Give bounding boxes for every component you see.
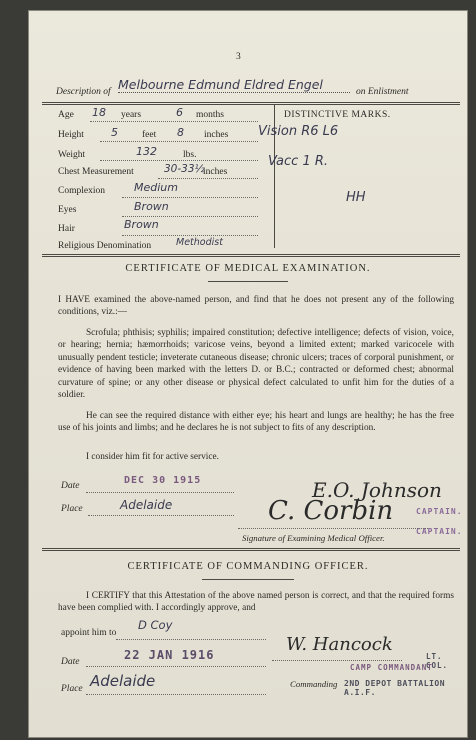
complexion-value: Medium <box>134 181 178 194</box>
medical-date-label: Date <box>61 481 80 491</box>
appointed-value: D Coy <box>138 618 173 632</box>
distinctive-mark-2: Vacc 1 R. <box>268 154 329 169</box>
months-label: months <box>196 110 224 120</box>
religion-label: Religious Denomination <box>58 241 152 251</box>
commanding-place-label: Place <box>61 684 83 694</box>
weight-label: Weight <box>58 150 86 160</box>
initials-mark: HH <box>346 190 366 205</box>
hair-label: Hair <box>58 224 75 234</box>
chest-label: Chest Measurement <box>58 167 134 177</box>
attestation-page <box>28 10 468 738</box>
lbs-label: lbs. <box>183 150 197 160</box>
medical-place-value: Adelaide <box>120 498 173 512</box>
commanding-date-label: Date <box>61 657 80 667</box>
medical-date-stamp: DEC 30 1915 <box>124 475 202 486</box>
medical-place-label: Place <box>61 504 83 514</box>
description-suffix: on Enlistment <box>356 87 409 97</box>
eyes-label: Eyes <box>58 205 77 215</box>
age-years: 18 <box>92 106 106 119</box>
age-months: 6 <box>176 106 183 119</box>
medical-officer-signature-1: E.O. Johnson <box>312 478 442 502</box>
page-number: 3 <box>236 52 241 62</box>
chest-inches-label: inches <box>203 167 228 177</box>
medical-fit-statement: I consider him fit for active service. <box>86 452 219 462</box>
chest-value: 30-33½ <box>164 163 205 175</box>
camp-commandant-stamp: CAMP COMMANDANT <box>350 663 433 672</box>
top-rule <box>42 102 460 105</box>
captain-stamp-2: CAPTAIN. <box>416 527 463 536</box>
religion-value: Methodist <box>176 237 223 248</box>
medical-fitness-text: He can see the required distance with either eye; his heart and lungs are healthy; he has the free use of his joints and limbs; and he declares he is not subject to fits of any description. <box>58 411 454 434</box>
height-label: Height <box>58 130 84 140</box>
feet-label: feet <box>142 130 157 140</box>
age-label: Age <box>58 110 74 120</box>
commanding-text: I CERTIFY that this Attestation of the above named person is correct, and that the required forms have been complied with. I accordingly approve, and <box>58 591 454 614</box>
commanding-date-stamp: 22 JAN 1916 <box>124 648 215 662</box>
commanding-officer-signature: W. Hancock <box>286 634 393 655</box>
complexion-label: Complexion <box>58 186 105 196</box>
description-label: Description of <box>56 87 111 97</box>
weight-value: 132 <box>136 145 157 158</box>
rule-commanding <box>42 548 460 551</box>
height-inches: 8 <box>177 126 184 139</box>
rule-medical <box>42 254 460 257</box>
medical-intro: I HAVE examined the above-named person, and find that he does not present any of the following conditions, viz.:— <box>58 295 454 318</box>
captain-stamp-1: CAPTAIN. <box>416 507 463 516</box>
description-name: Melbourne Edmund Eldred Engel <box>118 77 350 93</box>
distinctive-mark-1: Vision R6 L6 <box>258 124 339 139</box>
commanding-caption: Commanding <box>290 679 338 689</box>
medical-officer-caption: Signature of Examining Medical Officer. <box>242 533 385 543</box>
inches-label: inches <box>204 130 229 140</box>
years-label: years <box>121 110 142 120</box>
rank-stamp: LT. COL. <box>426 652 449 670</box>
distinctive-marks-label: DISTINCTIVE MARKS. <box>284 110 391 120</box>
battalion-stamp: 2ND DEPOT BATTALION A.I.F. <box>344 679 446 697</box>
medical-officer-signature-2: C. Corbin <box>268 496 394 526</box>
hair-value: Brown <box>124 218 159 231</box>
appointed-label: appoint him to <box>61 628 117 638</box>
height-feet: 5 <box>111 126 118 139</box>
commanding-place-value: Adelaide <box>90 672 156 690</box>
eyes-value: Brown <box>134 200 169 213</box>
medical-conditions: Scrofula; phthisis; syphilis; impaired constitution; defective intelligence; defects of vision, voice, or hearing; hernia; hæmorrhoids; varicose veins, beyond a limited extent; marked varicocele with unusually pendent testicle; inveterate cutaneous disease; chronic ulcers; traces of corporal punishment, or evidence of having been marked with the letters D. or B.C.; contracted or deformed chest; abnormal curvature of spine; or any other disease or physical defect calculated to unfit him for the duties of a soldier. <box>58 328 454 401</box>
medical-heading: CERTIFICATE OF MEDICAL EXAMINATION. <box>125 263 371 274</box>
commanding-heading: CERTIFICATE OF COMMANDING OFFICER. <box>127 561 369 572</box>
